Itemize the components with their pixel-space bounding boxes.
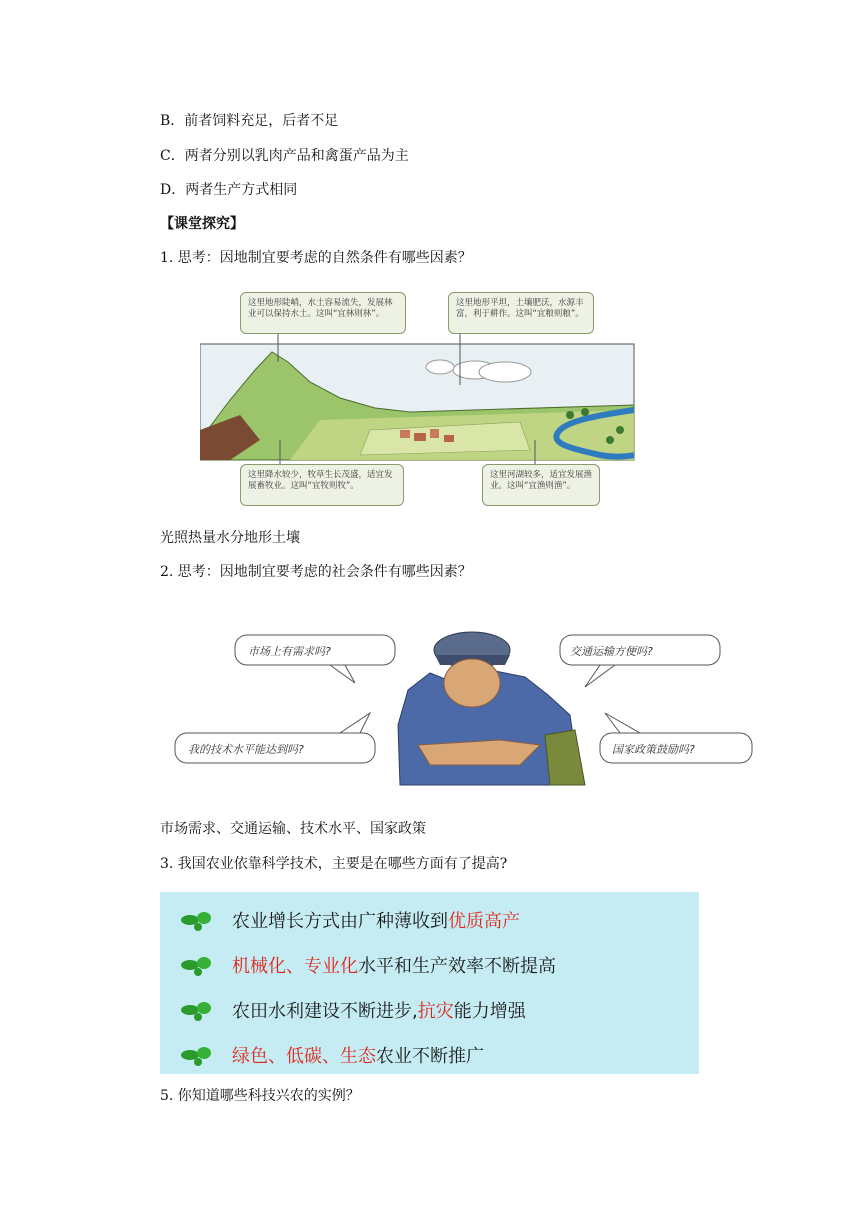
answer-1: 光照热量水分地形土壤 <box>160 530 300 546</box>
slide-row-4 <box>176 1040 484 1070</box>
leaf-bullet-icon <box>176 997 216 1023</box>
farmer-character <box>398 632 585 785</box>
tech-agriculture-slide <box>160 892 699 1074</box>
question-3: 3. 我国农业依靠科学技术，主要是在哪些方面有了提高? <box>160 856 508 872</box>
slide-row-4-text: 绿色、低碳、生态农业不断推广 <box>232 1046 484 1067</box>
option-d: D．两者生产方式相同 <box>160 182 298 198</box>
slide-row-1-text: 农业增长方式由广种薄收到优质高产 <box>232 911 520 932</box>
callout-forest: 这里地形陡峭，水土容易流失，发展林业可以保持水土。这叫“宜林则林”。 <box>240 292 406 334</box>
question-5: 5. 你知道哪些科技兴农的实例？ <box>160 1088 360 1104</box>
slide-row-1 <box>176 905 520 935</box>
callout-grain: 这里地形平坦，土壤肥沃，水源丰富，利于耕作。这叫“宜粮则粮”。 <box>448 292 594 334</box>
answer-2: 市场需求、交通运输、技术水平、国家政策 <box>160 821 426 837</box>
callout-fishery: 这里河湖较多，适宜发展渔业。这叫“宜渔则渔”。 <box>482 464 600 506</box>
question-1: 1. 思考：因地制宜要考虑的自然条件有哪些因素？ <box>160 250 472 266</box>
slide-row-2-text: 机械化、专业化水平和生产效率不断提高 <box>232 956 556 977</box>
leaf-bullet-icon <box>176 1042 216 1068</box>
option-b: B．前者饲料充足，后者不足 <box>160 113 339 129</box>
bubble-policy-text: 国家政策鼓励吗? <box>612 743 695 756</box>
bubble-market-text: 市场上有需求吗? <box>248 645 331 658</box>
section-heading: 【课堂探究】 <box>160 216 244 232</box>
leaf-bullet-icon <box>176 907 216 933</box>
slide-row-3-text: 农田水利建设不断进步,抗灾能力增强 <box>232 1001 526 1022</box>
question-2: 2. 思考：因地制宜要考虑的社会条件有哪些因素？ <box>160 564 472 580</box>
landscape-figure <box>200 290 636 508</box>
callout-pasture: 这里降水较少，牧草生长茂盛，适宜发展畜牧业。这叫“宜牧则牧”。 <box>240 464 404 506</box>
bubble-tech-text: 我的技术水平能达到吗? <box>188 743 304 756</box>
farmer-illustration <box>160 615 760 790</box>
slide-row-3 <box>176 995 526 1025</box>
slide-row-2 <box>176 950 556 980</box>
leaf-bullet-icon <box>176 952 216 978</box>
option-c: C．两者分别以乳肉产品和禽蛋产品为主 <box>160 148 409 164</box>
bubble-transport-text: 交通运输方便吗? <box>570 645 653 658</box>
farmer-figure <box>160 615 760 790</box>
